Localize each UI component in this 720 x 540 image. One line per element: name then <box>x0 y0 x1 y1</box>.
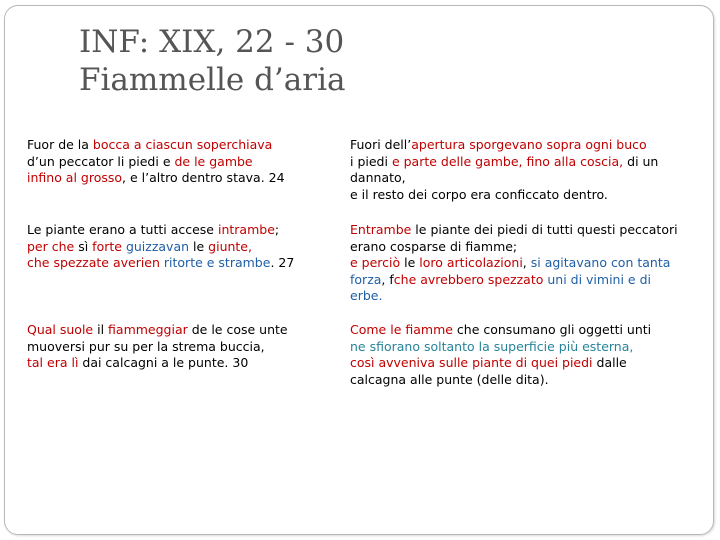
highlighted-phrase: intrambe <box>217 222 275 237</box>
highlighted-phrase: erbe. <box>350 288 383 304</box>
highlighted-phrase: infino al grosso <box>27 170 123 186</box>
translation-verse-28-30 <box>350 322 690 388</box>
text-line <box>350 154 690 171</box>
highlighted-phrase: loro articolazioni <box>419 255 523 271</box>
text-span: Le piante erano a tutti accese <box>27 222 218 237</box>
text-span: . 27 <box>270 255 295 271</box>
text-line <box>27 322 367 339</box>
text-span: sì <box>74 238 93 254</box>
highlighted-phrase: Come le fiamme <box>350 322 453 337</box>
text-line <box>27 137 367 154</box>
highlighted-phrase: che spezzate averien <box>27 255 164 271</box>
text-span: i piedi <box>350 153 392 169</box>
text-span: , f <box>381 271 394 287</box>
text-span: dai calcagni a le punte. 30 <box>78 355 249 371</box>
text-line <box>27 239 367 256</box>
text-span: il <box>93 322 109 337</box>
text-span: calcagna alle punte (delle dita). <box>350 371 549 387</box>
title-line-2: Fiammelle d’aria <box>79 62 346 98</box>
text-line <box>350 355 690 372</box>
text-line <box>350 322 690 339</box>
text-span: le <box>189 238 209 254</box>
text-line <box>350 288 690 305</box>
text-span: dalle <box>592 355 627 371</box>
text-line <box>350 187 690 204</box>
highlighted-phrase: apertura sporgevano sopra ogni buco <box>411 137 647 152</box>
text-span: dannato, <box>350 170 406 186</box>
text-line <box>350 272 690 289</box>
text-span: le piante dei piedi di tutti questi peccatori <box>411 222 678 237</box>
highlighted-phrase: che avrebbero spezzato <box>393 271 544 287</box>
highlighted-phrase: uni di vimini e di <box>547 271 651 287</box>
highlighted-phrase: per che <box>27 238 75 254</box>
highlighted-phrase: ritorte e strambe <box>163 255 271 271</box>
highlighted-phrase: de le gambe <box>174 153 253 169</box>
text-line <box>350 372 690 389</box>
highlighted-phrase: Entrambe <box>350 222 412 237</box>
text-line <box>350 239 690 256</box>
text-line <box>27 170 367 187</box>
text-line <box>27 339 367 356</box>
highlighted-phrase: così avveniva sulle piante di quei piedi <box>350 355 593 371</box>
translation-verse-25-27 <box>350 222 690 305</box>
text-span: , e l’altro dentro stava. 24 <box>122 170 285 186</box>
text-span: d’un peccator li piedi e <box>27 153 175 169</box>
text-line <box>27 255 367 272</box>
text-line <box>350 255 690 272</box>
original-verse-28-30 <box>27 322 367 372</box>
title-line-1: INF: XIX, 22 - 30 <box>79 24 345 60</box>
highlighted-phrase: Qual suole <box>27 322 94 337</box>
highlighted-phrase: guizzavan <box>125 238 190 254</box>
text-span: Fuori dell’ <box>350 137 412 152</box>
text-line <box>350 339 690 356</box>
text-span: , <box>522 255 531 271</box>
slide-title <box>79 23 345 99</box>
text-span: Fuor de la <box>27 137 93 152</box>
highlighted-phrase: giunte, <box>208 238 252 254</box>
text-span: muoversi pur su per la strema buccia, <box>27 338 265 354</box>
text-span: de le cose unte <box>187 322 288 337</box>
highlighted-phrase: forte <box>92 238 122 254</box>
highlighted-phrase: forza <box>350 271 382 287</box>
text-span: le <box>400 255 420 271</box>
text-line <box>350 170 690 187</box>
text-span: e il resto dei corpo era conficcato dentro. <box>350 186 608 202</box>
highlighted-phrase: bocca a ciascun soperchiava <box>92 137 273 152</box>
original-verse-22-24 <box>27 137 367 187</box>
highlighted-phrase: e parte delle gambe, fino alla coscia, <box>391 153 624 169</box>
text-span: ; <box>274 222 280 237</box>
highlighted-phrase: fiammeggiar <box>108 322 188 337</box>
text-line <box>350 222 690 239</box>
text-line <box>350 137 690 154</box>
highlighted-phrase: tal era lì <box>27 355 79 371</box>
text-line <box>27 222 367 239</box>
original-verse-25-27 <box>27 222 367 272</box>
text-span: erano cosparse di fiamme; <box>350 238 518 254</box>
text-line <box>27 355 367 372</box>
text-span: che consumano gli oggetti unti <box>452 322 652 337</box>
text-span: di un <box>623 153 659 169</box>
translation-verse-22-24 <box>350 137 690 203</box>
text-line <box>27 154 367 171</box>
highlighted-phrase: ne sfiorano soltanto la superficie più esterna, <box>350 338 634 354</box>
highlighted-phrase: si agitavano con tanta <box>530 255 671 271</box>
highlighted-phrase: e perciò <box>350 255 401 271</box>
